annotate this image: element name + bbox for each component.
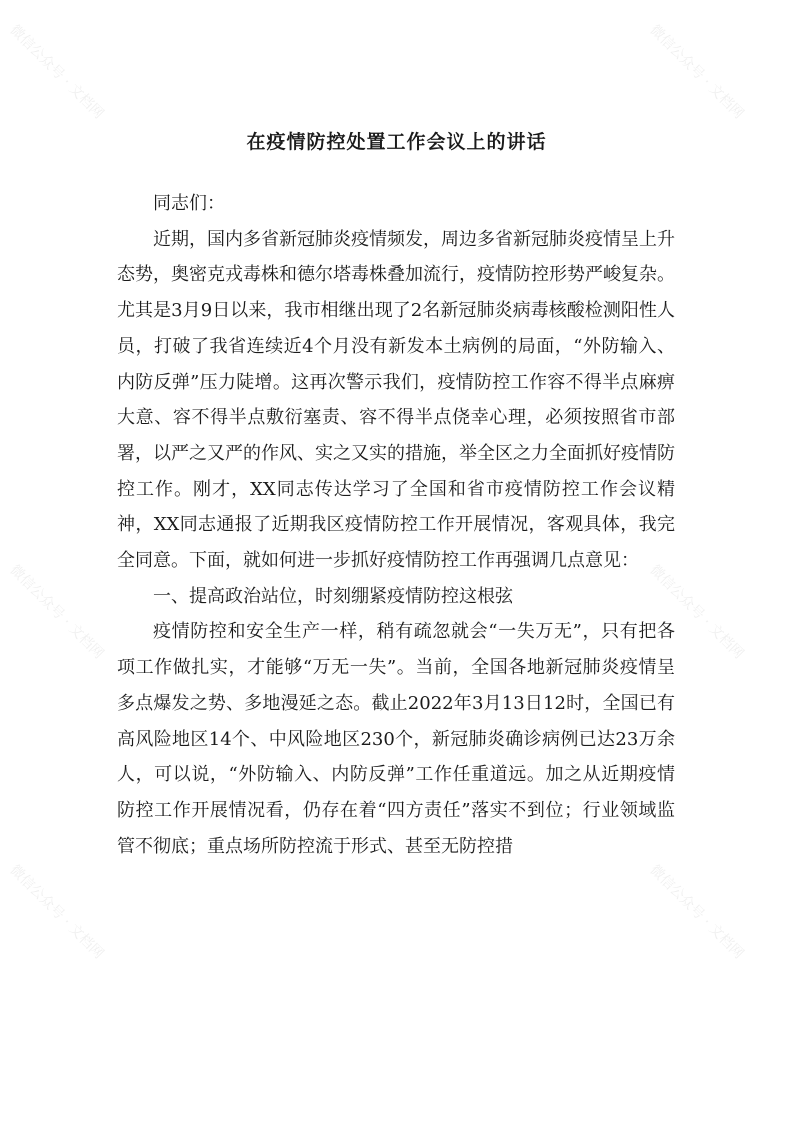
salutation: 同志们： xyxy=(153,193,225,214)
watermark-text: 微信公众号 · 文档网 xyxy=(646,862,747,963)
document-body xyxy=(117,186,675,864)
watermark-text: 微信公众号 · 文档网 xyxy=(646,562,747,663)
body-paragraph: 近期，国内多省新冠肺炎疫情频发，周边多省新冠肺炎疫情呈上升态势，奥密克戎毒株和德尔塔毒株叠加流行，疫情防控形势严峻复杂。尤其是3月9日以来，我市相继出现了2名新冠肺炎病毒核酸检测阳性人员，打破了我省连续近4个月没有新发本土病例的局面，“外防输入、内防反弹”压力陡增。这再次警示我们，疫情防控工作容不得半点麻痹大意、容不得半点敷衍塞责、容不得半点侥幸心理，必须按照省市部署，以严之又严的作风、实之又实的措施，举全区之力全面抓好疫情防控工作。刚才，XX同志传达学习了全国和省市疫情防控工作会议精神，XX同志通报了近期我区疫情防控工作开展情况，客观具体，我完全同意。下面，就如何进一步抓好疫情防控工作再强调几点意见： xyxy=(117,228,675,572)
watermark-text: 微信公众号 · 文档网 xyxy=(6,22,107,123)
watermark-text: 微信公众号 · 文档网 xyxy=(6,562,107,663)
watermark-text: 微信公众号 · 文档网 xyxy=(6,862,107,963)
watermark-text: 微信公众号 · 文档网 xyxy=(646,22,747,123)
document-title: 在疫情防控处置工作会议上的讲话 xyxy=(246,131,547,153)
body-paragraph: 疫情防控和安全生产一样，稍有疏忽就会“一失万无”，只有把各项工作做扎实，才能够“万无一失”。当前，全国各地新冠肺炎疫情呈多点爆发之势、多地漫延之态。截止2022年3月13日12时，全国已有高风险地区14个、中风险地区230个，新冠肺炎确诊病例已达23万余人，可以说，“外防输入、内防反弹”工作任重道远。加之从近期疫情防控工作开展情况看，仍存在着“四方责任”落实不到位；行业领域监管不彻底；重点场所防控流于形式、甚至无防控措 xyxy=(117,621,675,857)
section-heading: 一、提高政治站位，时刻绷紧疫情防控这根弦 xyxy=(153,585,513,607)
